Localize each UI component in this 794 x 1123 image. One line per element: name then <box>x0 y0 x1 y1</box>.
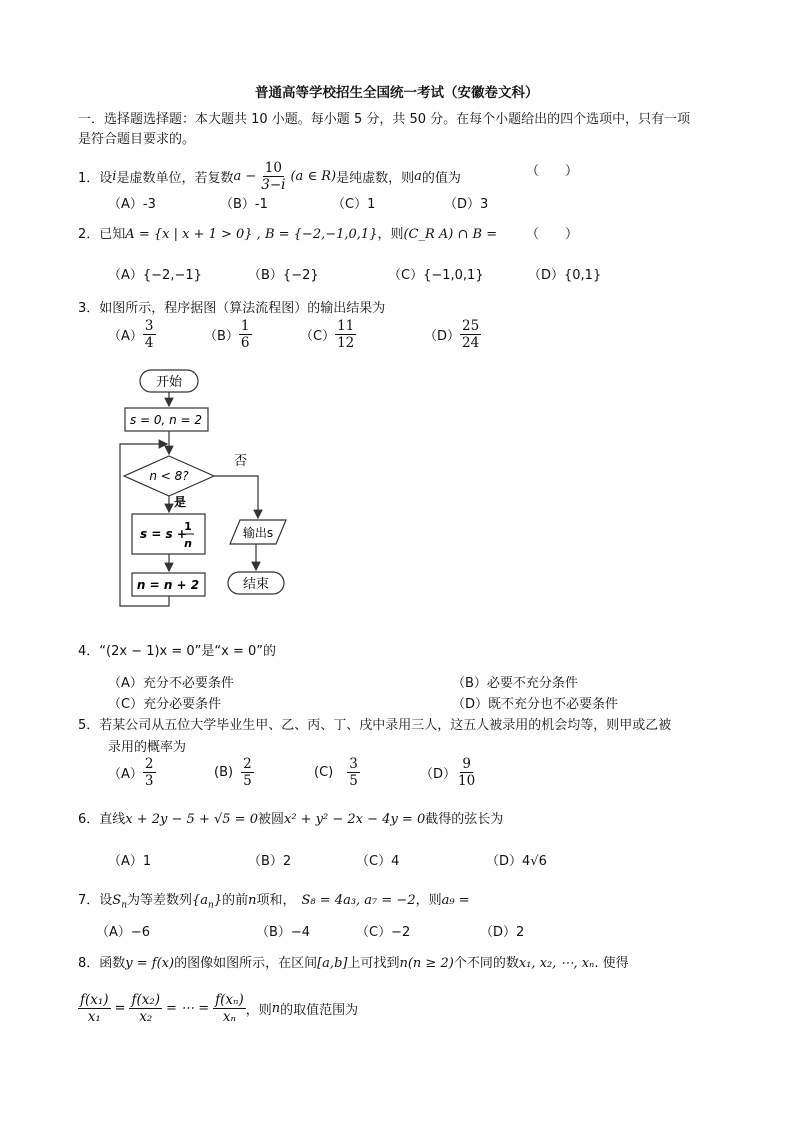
question-8: 8．函数y = f(x)的图像如图所示，在区间[a,b]上可找到n(n ≥ 2)个不同的数x₁, x₂, ⋯, xₙ. 使得 <box>78 956 629 971</box>
flow-end-label: 结束 <box>242 577 270 592</box>
question-number: 3． <box>78 301 100 316</box>
fraction: $\frac{\text{f(x₂)}}{\text{x₂}}$ <box>131 992 161 1025</box>
option-a: （A）充分不必要条件 <box>108 676 234 691</box>
fraction: $\frac{10}{3-i}$ <box>261 160 286 193</box>
option-b: （B）−4 <box>256 925 311 940</box>
question-number: 4． <box>78 644 100 659</box>
flow-output-label: 输出s <box>242 526 274 540</box>
option-c: （C）充分必要条件 <box>108 697 222 712</box>
question-5-line2: 录用的概率为 <box>108 740 187 755</box>
option-b: （B） $\frac{1}{6}$ <box>204 318 250 351</box>
flow-init-label: s = 0, n = 2 <box>129 413 203 427</box>
option-d: （D）2 <box>480 925 525 940</box>
flowchart <box>110 364 310 614</box>
flow-no-label: 否 <box>234 454 248 469</box>
option-a: （A）-3 <box>108 197 156 212</box>
option-a: （A）−6 <box>96 925 151 940</box>
flow-start-label: 开始 <box>155 375 183 390</box>
question-4: 4．“(2x − 1)x = 0”是“x = 0”的 <box>78 644 277 659</box>
option-a: （A）1 <box>108 854 152 869</box>
flow-condition-label: n < 8? <box>149 469 189 483</box>
question-6: 6．直线x + 2y − 5 + √5 = 0被圆x² + y² − 2x − 4y = 0截得的弦长为 <box>78 812 504 827</box>
option-d: （D）{0,1} <box>528 268 602 283</box>
question-number: 8． <box>78 956 100 971</box>
flow-update-s-num: 1 <box>184 520 192 533</box>
option-c: （C） $\frac{11}{12}$ <box>300 318 355 351</box>
option-b: （B）必要不充分条件 <box>452 676 578 691</box>
option-d: （D） $\frac{25}{24}$ <box>424 318 480 351</box>
question-1: 1． 设 i 是虚数单位，若复数 a − $\frac{10}{3-i}$ (a ∈ R) 是纯虚数，则 a 的值为 <box>78 160 461 193</box>
answer-paren: （ ） <box>526 227 579 242</box>
page-title: 普通高等学校招生全国统一考试（安徽卷文科） <box>255 85 539 101</box>
option-b: （B）-1 <box>220 197 268 212</box>
option-a: （A） $\frac{2}{3}$ <box>108 756 154 789</box>
flow-update-n-label: n = n + 2 <box>136 578 200 592</box>
option-d: （D）3 <box>444 197 489 212</box>
question-number: 6． <box>78 812 100 827</box>
option-c: （C）1 <box>332 197 376 212</box>
section-instructions-line1: 一．选择题选择题：本大题共 10 小题。每小题 5 分，共 50 分。在每个小题给出的四个选项中，只有一项 <box>78 112 691 127</box>
section-instructions-line2: 是符合题目要求的。 <box>78 132 196 147</box>
option-a: （A） $\frac{3}{4}$ <box>108 318 154 351</box>
option-a: （A）{−2,−1} <box>108 268 202 283</box>
question-2: 2．已知A = {x | x + 1 > 0} , B = {−2,−1,0,1}，则(C_R A) ∩ B = <box>78 227 498 242</box>
question-5: 5．若某公司从五位大学毕业生甲、乙、丙、丁、戌中录用三人，这五人被录用的机会均等，则甲或乙被 <box>78 718 672 733</box>
question-8-equation: $\frac{\text{f(x₁)}}{\text{x₁}}$ = $\frac{\text{f(x₂)}}{\text{x₂}}$ = ⋯ = $\frac{\text{f(xₙ)}}{\text{xₙ}}$ ，则 n 的取值范围为 <box>80 992 359 1025</box>
option-b: （B）{−2} <box>248 268 319 283</box>
question-3: 3．如图所示，程序据图（算法流程图）的输出结果为 <box>78 301 386 316</box>
option-d: （D）4√6 <box>486 854 547 869</box>
question-number: 7． <box>78 893 100 908</box>
flow-update-s-label: s = s + <box>140 527 187 541</box>
option-b: （B）2 <box>248 854 292 869</box>
question-number: 2． <box>78 227 100 242</box>
option-d: （D）既不充分也不必要条件 <box>452 697 619 712</box>
option-c: （C）4 <box>356 854 400 869</box>
question-number: 1． <box>78 171 100 186</box>
question-7: 7．设$S_n$为等差数列$\{a_n\}$的前n项和， S₈ = 4a₃, a₇ = −2，则a₉ = <box>78 893 470 911</box>
option-b: (B) $\frac{2}{5}$ <box>214 756 252 789</box>
answer-paren: （ ） <box>526 164 579 179</box>
option-c: （C）{−1,0,1} <box>388 268 484 283</box>
option-d: （D） $\frac{9}{10}$ <box>420 756 476 789</box>
fraction: $\frac{\text{f(xₙ)}}{\text{xₙ}}$ <box>215 992 244 1025</box>
flow-update-s-den: n <box>184 537 192 550</box>
flow-yes-label: 是 <box>174 495 187 509</box>
option-c: (C) $\frac{3}{5}$ <box>314 756 358 789</box>
question-number: 5． <box>78 718 100 733</box>
option-c: （C）−2 <box>356 925 411 940</box>
fraction: $\frac{\text{f(x₁)}}{\text{x₁}}$ <box>80 992 109 1025</box>
